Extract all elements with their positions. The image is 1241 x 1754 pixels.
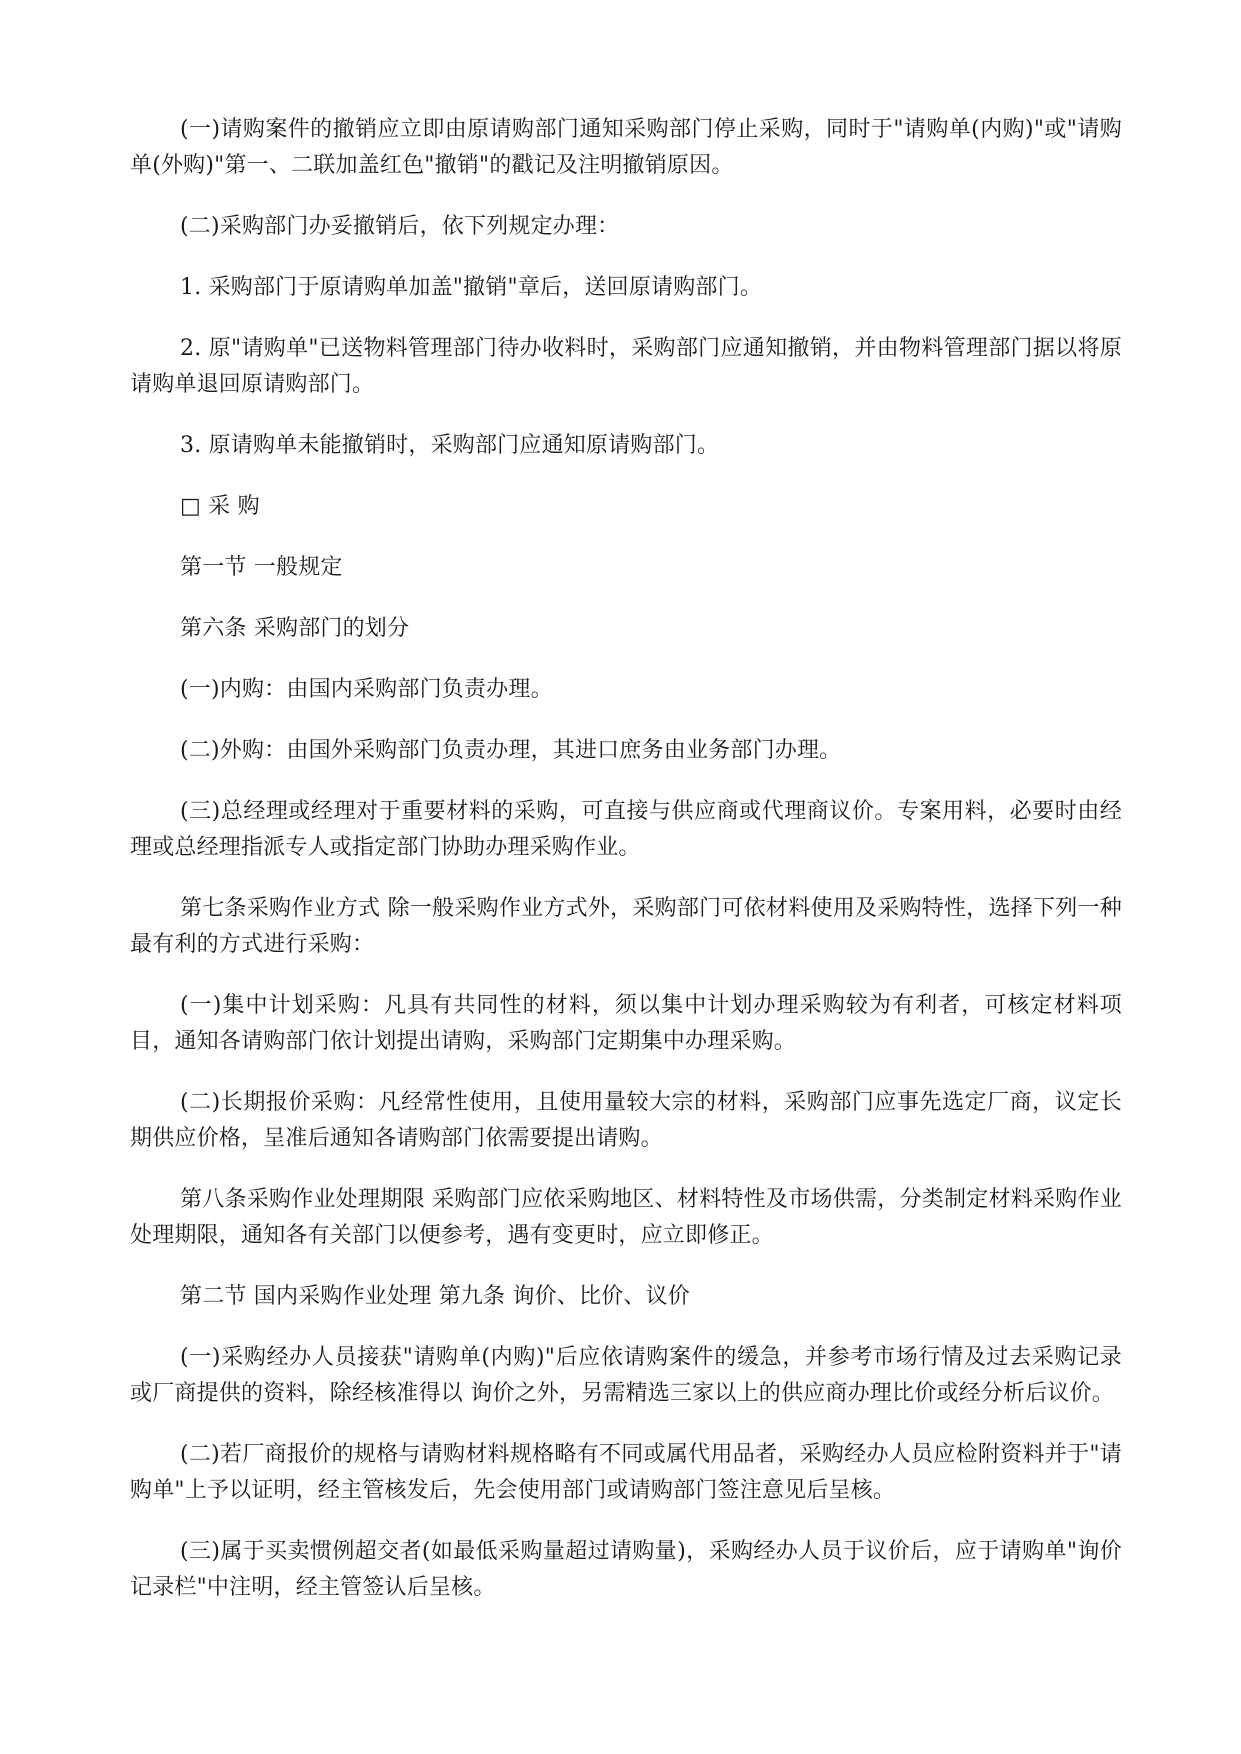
paragraph-item-3: 3. 原请购单未能撤销时，采购部门应通知原请购部门。	[180, 433, 720, 458]
paragraph-domestic-purchase: (一)内购：由国内采购部门负责办理。	[180, 677, 553, 702]
section-heading-purchasing: □ 采 购	[180, 494, 260, 519]
paragraph-after-cancel: (二)采购部门办妥撤销后，依下列规定办理：	[180, 214, 620, 239]
paragraph-item-1: 1. 采购部门于原请购单加盖"撤销"章后，送回原请购部门。	[180, 275, 763, 300]
paragraph-long-term-quote: (二)长期报价采购：凡经常性使用，且使用量较大宗的材料，采购部门应事先选定厂商，议定长期供应价格，呈准后通知各请购部门依需要提出请购。	[130, 1090, 1122, 1151]
paragraph-over-delivery: (三)属于买卖惯例超交者(如最低采购量超过请购量)，采购经办人员于议价后，应于请购单"询价记录栏"中注明，经主管签认后呈核。	[130, 1539, 1122, 1600]
paragraph-inquiry-process: (一)采购经办人员接获"请购单(内购)"后应依请购案件的缓急，并参考市场行情及过去采购记录或厂商提供的资料，除经核准得以 询价之外，另需精选三家以上的供应商办理比价或经分析后议价。	[130, 1345, 1122, 1406]
document-body	[130, 112, 1122, 1631]
paragraph-foreign-purchase: (二)外购：由国外采购部门负责办理，其进口庶务由业务部门办理。	[180, 738, 842, 763]
paragraph-centralized-purchase: (一)集中计划采购：凡具有共同性的材料，须以集中计划办理采购较为有利者，可核定材料项目，通知各请购部门依计划提出请购，采购部门定期集中办理采购。	[130, 993, 1122, 1054]
section-2-article-9-heading: 第二节 国内采购作业处理 第九条 询价、比价、议价	[180, 1284, 690, 1309]
paragraph-manager-purchase: (三)总经理或经理对于重要材料的采购，可直接与供应商或代理商议价。专案用料，必要时由经理或总经理指派专人或指定部门协助办理采购作业。	[130, 799, 1122, 860]
article-6-heading: 第六条 采购部门的划分	[180, 616, 410, 641]
article-8-paragraph: 第八条采购作业处理期限 采购部门应依采购地区、材料特性及市场供需，分类制定材料采购作业处理期限，通知各有关部门以便参考，遇有变更时，应立即修正。	[130, 1187, 1122, 1248]
paragraph-spec-difference: (二)若厂商报价的规格与请购材料规格略有不同或属代用品者，采购经办人员应检附资料并于"请购单"上予以证明，经主管核发后，先会使用部门或请购部门签注意见后呈核。	[130, 1442, 1122, 1503]
paragraph-item-2: 2. 原"请购单"已送物料管理部门待办收料时，采购部门应通知撤销，并由物料管理部门据以将原请购单退回原请购部门。	[130, 336, 1122, 397]
section-1-heading: 第一节 一般规定	[180, 555, 343, 580]
paragraph-cancel-procedure: (一)请购案件的撤销应立即由原请购部门通知采购部门停止采购，同时于"请购单(内购)"或"请购单(外购)"第一、二联加盖红色"撤销"的戳记及注明撤销原因。	[130, 117, 1122, 178]
article-7-paragraph: 第七条采购作业方式 除一般采购作业方式外，采购部门可依材料使用及采购特性，选择下列一种最有利的方式进行采购：	[130, 896, 1122, 957]
